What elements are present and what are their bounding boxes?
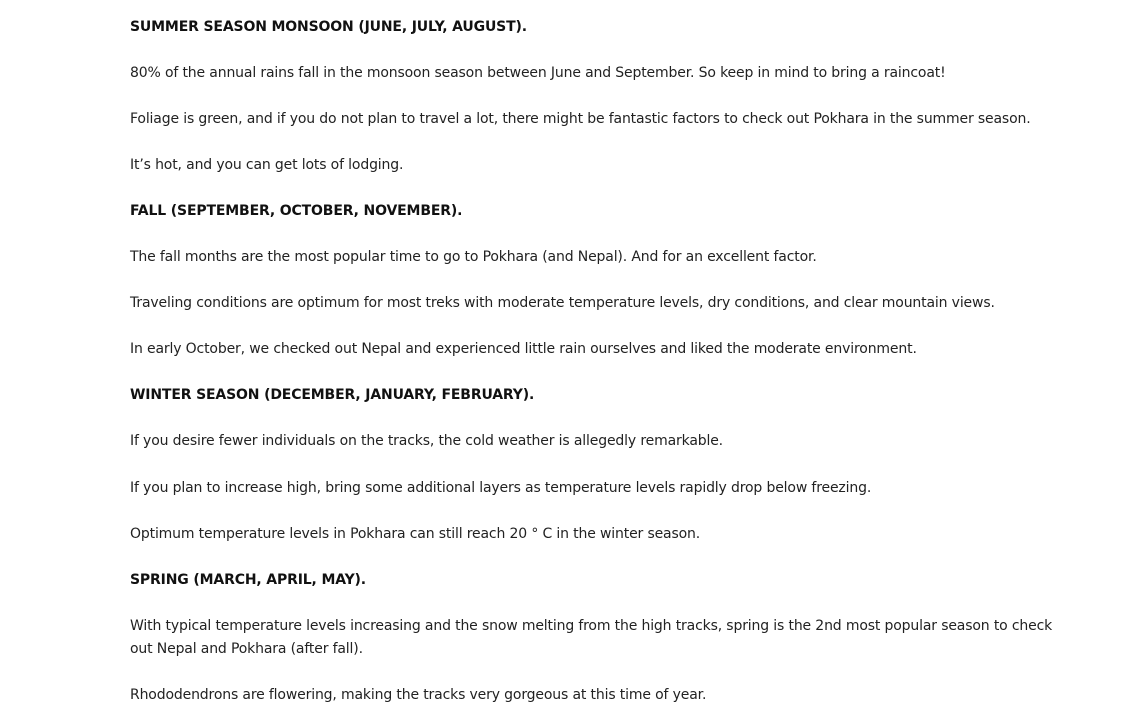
paragraph: Rhododendrons are flowering, making the tracks very gorgeous at this time of year. xyxy=(130,687,707,703)
paragraph: Optimum temperature levels in Pokhara can still reach 20 ° C in the winter season. xyxy=(130,526,701,542)
section-heading-spring: SPRING (MARCH, APRIL, MAY). xyxy=(130,572,366,588)
section-heading-winter: WINTER SEASON (DECEMBER, JANUARY, FEBRUARY). xyxy=(130,387,535,403)
paragraph: The fall months are the most popular time to go to Pokhara (and Nepal). And for an excellent factor. xyxy=(130,249,817,265)
paragraph: In early October, we checked out Nepal and experienced little rain ourselves and liked the moderate environment. xyxy=(130,341,917,357)
paragraph: It’s hot, and you can get lots of lodging. xyxy=(130,157,404,173)
paragraph: Foliage is green, and if you do not plan to travel a lot, there might be fantastic factors to check out Pokhara in the summer season. xyxy=(130,111,1031,127)
section-heading-fall: FALL (SEPTEMBER, OCTOBER, NOVEMBER). xyxy=(130,203,463,219)
paragraph: If you desire fewer individuals on the tracks, the cold weather is allegedly remarkable. xyxy=(130,433,723,449)
paragraph: 80% of the annual rains fall in the monsoon season between June and September. So keep in mind to bring a raincoat! xyxy=(130,65,946,81)
paragraph: Traveling conditions are optimum for most treks with moderate temperature levels, dry conditions, and clear mountain views. xyxy=(130,295,995,311)
paragraph: If you plan to increase high, bring some additional layers as temperature levels rapidly drop below freezing. xyxy=(130,480,872,496)
section-heading-summer: SUMMER SEASON MONSOON (JUNE, JULY, AUGUST). xyxy=(130,19,527,35)
paragraph: With typical temperature levels increasing and the snow melting from the high tracks, spring is the 2nd most popular season to check out Nepal and Pokhara (after fall). xyxy=(130,618,1053,657)
